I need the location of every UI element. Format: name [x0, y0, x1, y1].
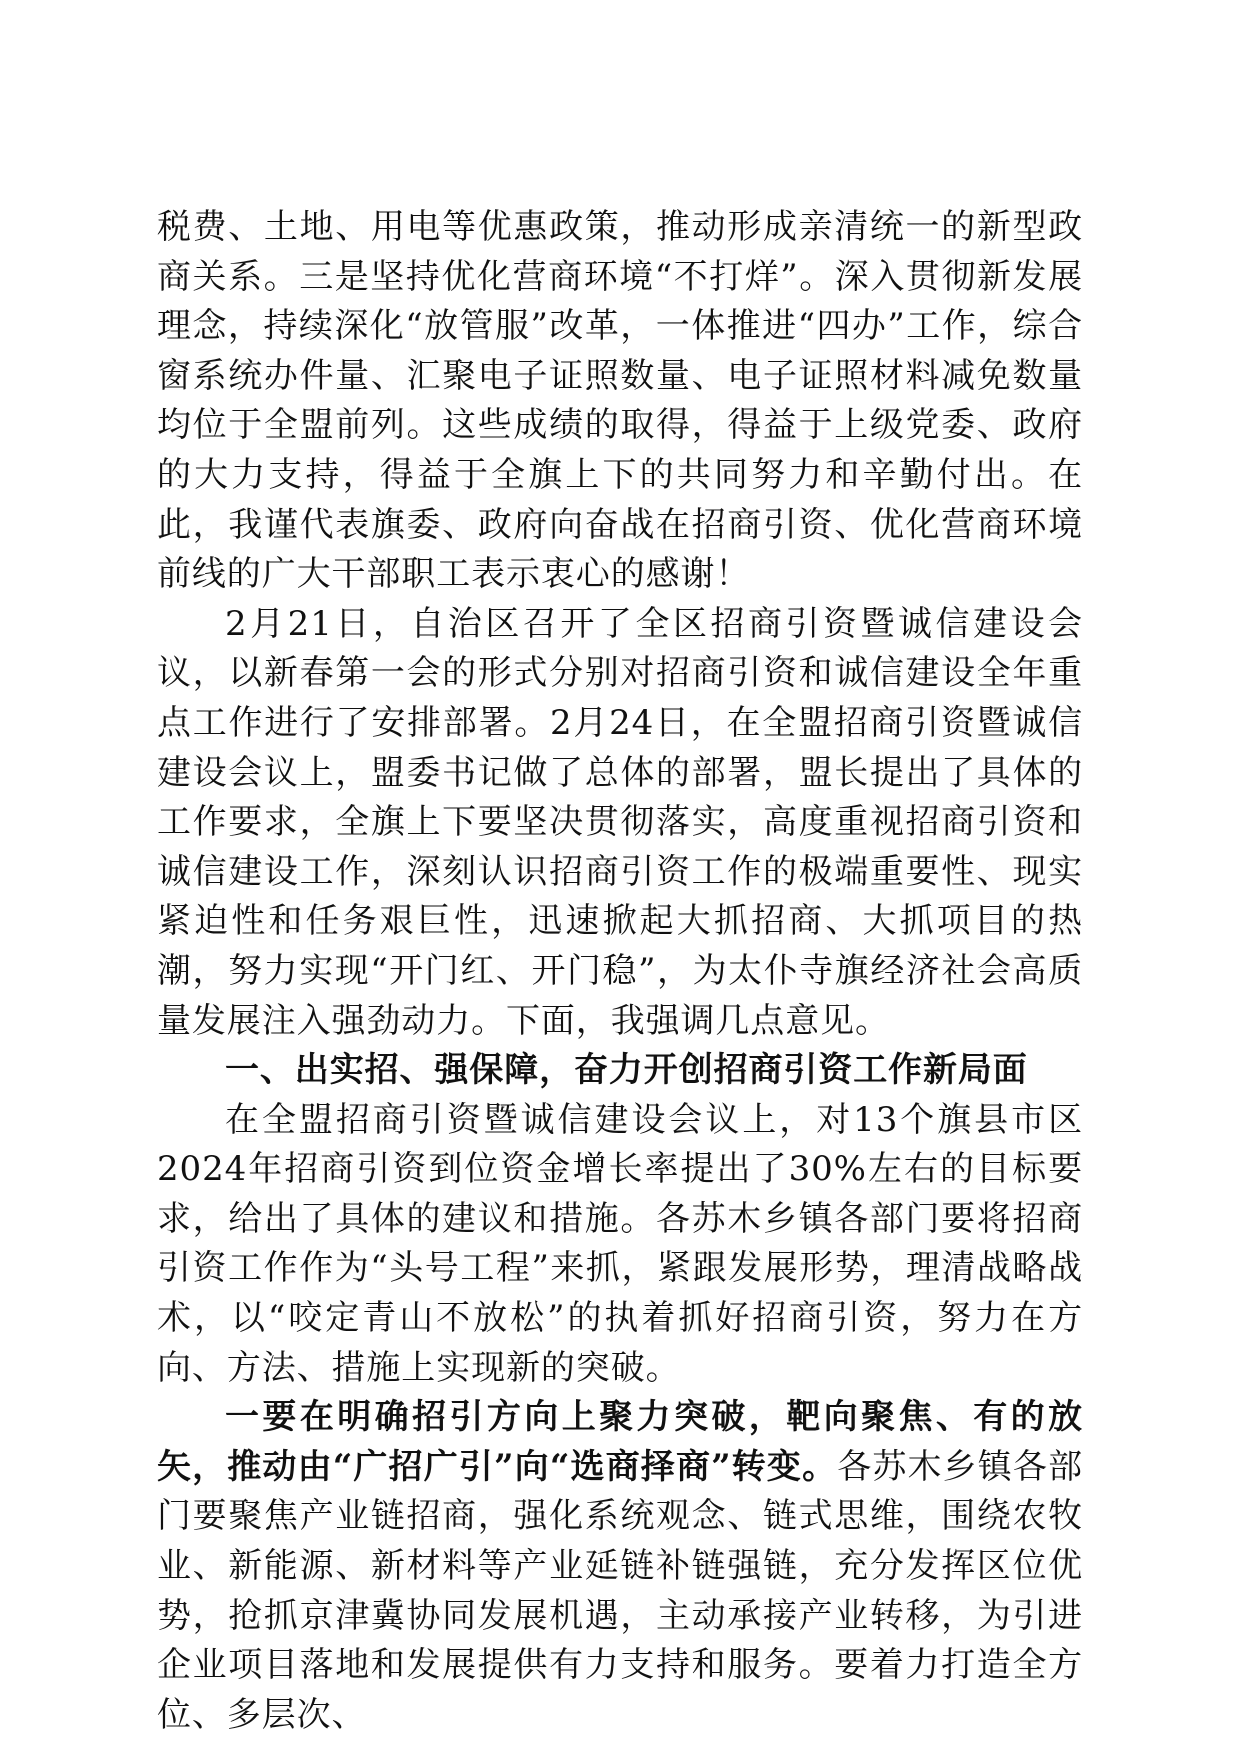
paragraph-target-requirements: 在全盟招商引资暨诚信建设会议上，对13个旗县市区2024年招商引资到位资金增长率提出了30%左右的目标要求，给出了具体的建议和措施。各苏木乡镇各部门要将招商引资工作作为“头号工程”来抓，紧跟发展形势，理清战略战术，以“咬定青山不放松”的执着抓好招商引资，努力在方向、方法、措施上实现新的突破。 — [157, 1099, 1083, 1388]
paragraph-meeting-summary: 2月21日，自治区召开了全区招商引资暨诚信建设会议，以新春第一会的形式分别对招商引资和诚信建设全年重点工作进行了安排部署。2月24日，在全盟招商引资暨诚信建设会议上，盟委书记做了总体的部署，盟长提出了具体的工作要求，全旗上下要坚决贯彻落实，高度重视招商引资和诚信建设工作，深刻认识招商引资工作的极端重要性、现实紧迫性和任务艰巨性，迅速掀起大抓招商、大抓项目的热潮，努力实现“开门红、开门稳”，为太仆寺旗经济社会高质量发展注入强劲动力。下面，我强调几点意见。 — [157, 603, 1083, 1041]
paragraph-continued: 税费、土地、用电等优惠政策，推动形成亲清统一的新型政商关系。三是坚持优化营商环境“不打烊”。深入贯彻新发展理念，持续深化“放管服”改革，一体推进“四办”工作，综合窗系统办件量、汇聚电子证照数量、电子证照材料减免数量均位于全盟前列。这些成绩的取得，得益于上级党委、政府的大力支持，得益于全旗上下的共同努力和辛勤付出。在此，我谨代表旗委、政府向奋战在招商引资、优化营商环境前线的广大干部职工表示衷心的感谢！ — [157, 207, 1083, 595]
paragraph-direction-breakthrough — [157, 1393, 1083, 1740]
paragraph-body-text: 各苏木乡镇各部门要聚焦产业链招商，强化系统观念、链式思维，围绕农牧业、新能源、新材料等产业延链补链强链，充分发挥区位优势，抢抓京津冀协同发展机遇，主动承接产业转移，为引进企业项目落地和发展提供有力支持和服务。要着力打造全方位、多层次、 — [157, 1446, 1083, 1735]
section-heading: 一、出实招、强保障，奋力开创招商引资工作新局面 — [225, 1050, 1028, 1091]
document-body — [157, 203, 1083, 1740]
paragraph-bold-lead: 一要在明确招引方向上聚力突破，靶向聚焦、有的放矢，推动由“广招广引”向“选商择商”转变。 — [157, 1397, 1083, 1487]
